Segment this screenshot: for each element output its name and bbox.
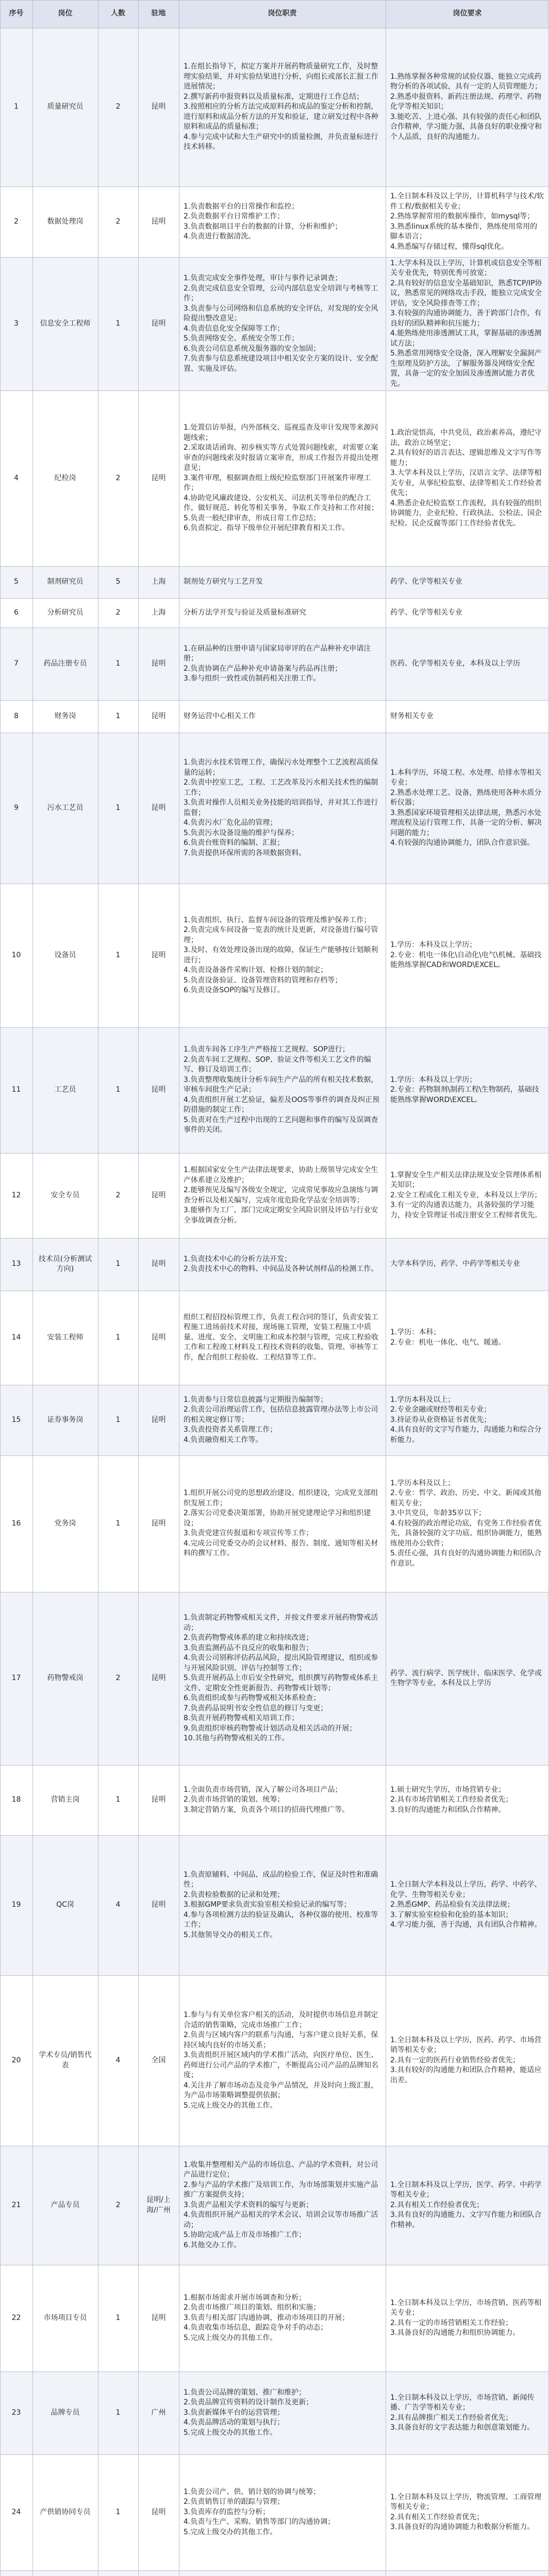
row-7-no: 7: [0, 628, 32, 700]
row-20-requirements-text: 1.全日制本科及以上学历，医药、药学、市场营销等相关专业； 2.具有一定的医药行业销售经验者优先； 3.具有较好的沟通能力和团队合作精神，能适应出差。: [390, 2036, 542, 2084]
row-10-post: 设备员: [32, 884, 98, 1027]
row-13-count: 1: [98, 1238, 138, 1291]
row-21-location: 昆明/上海/广州: [138, 2146, 179, 2265]
row-9-count: 1: [98, 733, 138, 884]
row-24-duties-text: 1.负责公司产、供、销计划的协调与统筹； 2.负责销售订单的跟踪与管理； 3.负责库存的监控与分析； 4.负责与生产、采购、销售等部门的沟通协调； 5.完成上级交办的其他工作。: [184, 2487, 335, 2536]
row-16-location: 昆明: [138, 1455, 179, 1592]
row-23-count: 1: [98, 2371, 138, 2454]
row-5-post: 制剂研究员: [32, 566, 98, 598]
row-20-post: 学术专员/销售代表: [32, 1975, 98, 2146]
header-location: 驻地: [138, 0, 179, 28]
row-3-location: 昆明: [138, 257, 179, 391]
row-2-post: 数据处理岗: [32, 187, 98, 257]
row-12-requirements-text: 1.掌握安全生产相关法律法规及安全管理体系相关知识； 2.安全工程或化工相关专业，本科及以上学历； 3.有一定的沟通表达能力，具备较强的学习能力，持安全管理证书或注册安全工程师者优先。: [390, 1171, 542, 1219]
row-12-count: 2: [98, 1153, 138, 1238]
row-8-duties-text: 财务运营中心相关工作: [184, 711, 256, 720]
header-post: 岗位: [32, 0, 98, 28]
row-6-post: 分析研究员: [32, 598, 98, 628]
row-16-no: 16: [0, 1455, 32, 1592]
row-16-post: 党务岗: [32, 1455, 98, 1592]
row-5-location: 上海: [138, 566, 179, 598]
row-19-post: QC岗: [32, 1835, 98, 1975]
row-7-requirements-text: 医药、化学等相关专业，本科及以上学历: [390, 659, 520, 668]
row-15-count: 1: [98, 1385, 138, 1455]
row-7-location: 昆明: [138, 628, 179, 700]
row-4-location: 昆明: [138, 391, 179, 566]
row-8-location: 昆明: [138, 700, 179, 733]
row-9-post: 污水工艺员: [32, 733, 98, 884]
row-16-duties-text: 1.组织开展公司党的思想政治建设、组织建设，完成党支部组织发展工作； 2.落实公司党委决策部署，协助开展党建理论学习和组织建设； 3.负责党建宣传报道和专项宣传等工作； 4.完成公司党委交办的会议材料、报告、制度、通知等相关材料的撰写工作。: [184, 1489, 378, 1558]
row-4-duties-text: 1.处置信访举报，内外部核交、巡视巡查及审计发现等来源问题线索； 2.采取谈话函询、初步核实等方式处置问题线索，对需要立案审查的问题线索及时报请立案审查，形成工作报告并提出处理意见； 3.案件审理，根据调查组上级纪检监察部门开展案件审理工作； 4.协助党风廉政建设、公安机关、司法机关等单位的配合工作，做好规范、转化等相关事务，争取工作支持和工作对接； 5.负责一般纪律审查，形成日常工作总结； 6.负责拟定、指导下级单位开展纪律教育相关工作。: [184, 423, 378, 533]
row-20-no: 20: [0, 1975, 32, 2146]
row-19-count: 4: [98, 1835, 138, 1975]
row-10-location: 昆明: [138, 884, 179, 1027]
row-18-count: 1: [98, 1765, 138, 1835]
row-24-requirements-text: 1.全日制本科及以上学历，物流管理、工商管理等相关专业； 2.具有相关工作经验者优先； 3.具备良好的沟通协调能力和数据分析能力。: [390, 2493, 542, 2531]
row-6-location: 上海: [138, 598, 179, 628]
row-24-post: 产供销协同专员: [32, 2454, 98, 2570]
row-1-requirements-text: 1.熟练掌握各种常规的试验仪器、能独立完成药物分析的各项试验，具有一定的人员管理能力； 2.熟悉申报资料、新药注册法规、药理学、药物化学等相关知识； 3.能吃苦、上进心强、具有较强的责任心和团队合作精神，学习能力强，具备良好的职业操守和个人品质，良好的沟通能力。: [390, 72, 542, 141]
row-21-duties-text: 1.收集并整理相关产品的市场信息、产品的学术资料，对公司产品进行定位； 2.参与产品的学术推广及培训工作，为市场部策划并实施产品推广方案提供支持； 3.负责产品相关学术资料的编写与更新； 4.负责组织开展产品相关的学术会议、培训会议等市场推广活动； 5.协助完成产品上市及市场推广工作； 6.其他交办工作。: [184, 2160, 378, 2249]
row-8-no: 8: [0, 700, 32, 733]
row-17-post: 药物警戒岗: [32, 1592, 98, 1765]
row-5-requirements-text: 药学、化学等相关专业: [390, 578, 462, 586]
header-duties: 岗位职责: [179, 0, 386, 28]
row-18-no: 18: [0, 1765, 32, 1835]
row-16-count: 1: [98, 1455, 138, 1592]
row-11-count: 1: [98, 1027, 138, 1153]
row-1-no: 1: [0, 28, 32, 187]
row-23-duties-text: 1.负责公司品牌的策划、推广和维护； 2.负责品牌宣传资料的设计制作及更新； 3.负责新媒体平台的运营管理； 4.负责品牌活动的策划与执行； 5.完成上级交办的其他工作。: [184, 2388, 313, 2437]
row-22-post: 市场项目专员: [32, 2265, 98, 2371]
row-9-requirements-text: 1.本科学历，环境工程、水处理、给排水等相关专业； 2.熟悉水处理工艺、设备，熟练使用各种水质分析仪器； 3.熟悉国家环境管理相关法律法规，熟悉污水处理流程及运行管理工作，具备一定的分析、解决问题的能力； 4.有较强的沟通协调能力，团队合作意识强。: [390, 768, 542, 847]
row-20-count: 4: [98, 1975, 138, 2146]
header-count: 人数: [98, 0, 138, 28]
row-13-duties-text: 1.负责技术中心的分析方法开发； 2.负责技术中心的物料、中间品及各种试剂样品的检测工作。: [184, 1255, 378, 1273]
row-7-duties-text: 1.在研品种的注册申请与国家局审评的在产品种补充申请注册； 2.负责协调在产品种补充申请备案与药品再注册； 3.参与组织一致性或仿制药相关注册工作。: [184, 644, 371, 683]
row-21-post: 产品专员: [32, 2146, 98, 2265]
row-8-count: 1: [98, 700, 138, 733]
row-13-no: 13: [0, 1238, 32, 1291]
row-4-no: 4: [0, 391, 32, 566]
row-18-requirements-text: 1.硕士研究生学历，市场营销专业； 2.具有市场营销相关工作经验者优先； 3.良好的沟通能力和团队合作精神。: [390, 1785, 513, 1814]
row-10-count: 1: [98, 884, 138, 1027]
row-19-requirements-text: 1.全日制大学本科及以上学历，药学、中药学、化学、生物等相关专业； 2.熟悉GMP、药品检验有关法律法规； 3.了解实验室检验和化验的基本知识； 4.学习能力强，善于沟通，具有团队合作精神。: [390, 1880, 542, 1929]
row-17-duties-text: 1.负责制定药物警戒相关文件，并按文件要求开展药物警戒活动； 2.负责药物警戒体系的建立和持续改进； 3.负责监测药品不良反应的收集和报告； 4.负责公司别称评估药品风险，提出风险管理建议，组织或参与开展风险识别、评估与控制等工作； 5.负责开展药品上市后安全性研究，组织撰写药物警戒体系主文件、定期安全性更新报告、药物警戒计划等； 6.负责组织或参与药物警戒相关体系检查； 7.负责药品说明书安全性信息的修订与变更； 8.负责开展药物警戒相关培训工作； 9.负责组织审核药物警戒计划活动及相关活动的开展； 10.其他与药物警戒相关的工作。: [184, 1614, 378, 1743]
row-9-duties-text: 1.负责污水技术管理工作，确保污水处理整个工艺流程高质保量的运转； 2.负责中控室工艺，工程、工艺改革及污水相关技术性的编制工作； 3.负责对操作人员相关业务技能的培训指导，并对其工作进行监督； 4.负责污水厂危化品的管理； 5.负责污水设备设施的维护与保养； 6.负责台账资料的编制、汇报； 7.负责提供环保所需的各项数据资料。: [184, 758, 378, 857]
row-6-duties-text: 分析方法学开发与验证及质量标准研究: [184, 608, 306, 617]
row-21-no: 21: [0, 2146, 32, 2265]
row-13-post: 技术员(分析测试方向): [32, 1238, 98, 1291]
row-18-duties-text: 1.全面负责市场营销，深入了解公司各项目产品； 2.负责市场营销的策划、统筹； 3.制定营销方案，负责各个项目的招商代理推广等。: [184, 1785, 350, 1814]
row-21-requirements-text: 1.全日制本科及以上学历，医学、药学、中药学等相关专业； 2.具有相关工作经验者优先； 3.具有良好的沟通能力、文字写作能力和团队合作精神。: [390, 2180, 542, 2229]
row-20-duties-text: 1.参与与有关单位客户相关的活动，及时提供市场信息并制定合适的销售策略，完成市场推广工作； 2.负责与区域内客户的联系与沟通，与客户建立良好关系，保持区域内良好的市场关系； 3.负责组织开展区域内的学术推广活动，向医疗单位、医生、药师进行公司产品的学术推广，不断提高公司产品的品牌知名度； 4.关注并了解市场动态及竞争产品情况，并及时向上级汇报，为产品市场策略调整提供依据； 5.完成上级交办的其他工作。: [184, 2011, 378, 2110]
row-23-location: 广州: [138, 2371, 179, 2454]
row-19-duties-text: 1.负责原辅料、中间品、成品的检验工作，保证及时性和准确性； 2.负责检验数据的记录和处理； 3.根据GMP要求负责实验室相关检验记录的编写等； 4.参与各项检测方法的验证及确认，各种仪器的使用、校准等工作； 5.其他领导交办的相关工作。: [184, 1870, 378, 1939]
row-15-requirements-text: 1.学历本科及以上； 2.专业金融或财经等相关专业； 3.持证券从业资格证书者优先； 4.具有良好的文字写作能力，沟通能力和综合分析能力。: [390, 1395, 542, 1444]
row-9-location: 昆明: [138, 733, 179, 884]
row-18-post: 营销主岗: [32, 1765, 98, 1835]
row-24-count: 1: [98, 2454, 138, 2570]
row-14-post: 安装工程师: [32, 1291, 98, 1385]
header-requirements: 岗位要求: [386, 0, 549, 28]
row-14-count: 1: [98, 1291, 138, 1385]
row-1-post: 质量研究员: [32, 28, 98, 187]
row-11-no: 11: [0, 1027, 32, 1153]
row-3-post: 信息安全工程师: [32, 257, 98, 391]
row-11-duties-text: 1.负责车间各工序生产严格按工艺规程、SOP进行； 2.负责车间工艺规程、SOP、验证文件等相关工艺文件的编写、修订及培训工作； 3.负责整理收集统计分析车间生产产品的所有相关技术数据，审核车间批生产记录； 4.负责组织开展工艺验证，偏差及OOS等事件的调查及纠正预防措施的制定工作； 5.负责对在生产过程中出现的工艺问题和事件的编写及误调查事件的关闭。: [184, 1045, 380, 1134]
row-23-requirements-text: 1.全日制本科及以上学历，市场营销、新闻传播、广告学等相关专业； 2.具有品牌推广相关工作经验者优先； 3.具备良好的文字表达能力和创意策划能力。: [390, 2393, 535, 2432]
row-12-duties-text: 1.根据国家安全生产法律法规要求，协助上级领导完成安全生产体系建立及维护； 2.能够预见及编写各级安全规定，完成常见事故应急演练与调查分析以及相关编写，完成年度危险化学品安全培训等； 3.能够作为工厂、部门完成定期安全风险识别及评估与行业安全事故调查分析。: [184, 1166, 378, 1225]
row-8-post: 财务岗: [32, 700, 98, 733]
row-12-location: 昆明: [138, 1153, 179, 1238]
row-2-count: 2: [98, 187, 138, 257]
row-6-requirements-text: 药学、化学等相关专业: [390, 608, 462, 617]
row-2-requirements-text: 1.全日制本科及以上学历，计算机科学与技术/软件工程/数据相关专业； 2.熟练掌握常用的数据库操作，如mysql等； 3.熟悉linux系统的基本操作，熟练使用常用的脚本语言； 4.熟悉编写存储过程，懂得sql优化。: [390, 192, 544, 251]
row-23-no: 23: [0, 2371, 32, 2454]
row-8-requirements-text: 财务相关专业: [390, 711, 434, 720]
row-11-location: 昆明: [138, 1027, 179, 1153]
row-22-requirements-text: 1.全日制本科及以上学历，市场营销、医药等相关专业； 2.具有一定的市场营销相关工作经验； 3.具备良好的沟通能力和组织协调能力。: [390, 2298, 542, 2337]
row-1-count: 2: [98, 28, 138, 187]
row-18-location: 昆明: [138, 1765, 179, 1835]
row-9-no: 9: [0, 733, 32, 884]
row-10-no: 10: [0, 884, 32, 1027]
row-16-requirements-text: 1.学历本科及以上； 2.专业：哲学、政治、历史、中文、新闻或其他相关专业； 3.中共党员，年龄35岁以下； 4.有较强的政治理论功底，有党务工作经验者优先，具备较强的文字功底、组织协调能力，能熟练使用办公软件； 5.责任心强，具有良好的沟通协调能力和团队合作意识。: [390, 1479, 542, 1568]
row-12-post: 安全专员: [32, 1153, 98, 1238]
row-2-no: 2: [0, 187, 32, 257]
row-22-count: 1: [98, 2265, 138, 2371]
row-14-duties-text: 组织工程招投标管理工作，负责工程合同的签订，负责安装工程施工进场前技术对接，现场施工管理，安装工程施工中质量、进度、安全、文明施工和成本控制与管理，完成工程验收工作和工程竣工材料及工程技术资料的收集、管理、审核等工作，配合组织工程验收、工程结算等工作。: [184, 1313, 378, 1362]
row-15-location: 昆明: [138, 1385, 179, 1455]
row-23-post: 品牌专员: [32, 2371, 98, 2454]
row-20-location: 全国: [138, 1975, 179, 2146]
row-7-count: 1: [98, 628, 138, 700]
row-17-no: 17: [0, 1592, 32, 1765]
row-19-location: 昆明: [138, 1835, 179, 1975]
row-6-no: 6: [0, 598, 32, 628]
row-22-location: 昆明: [138, 2265, 179, 2371]
row-5-duties-text: 制剂处方研究与工艺开发: [184, 578, 263, 586]
row-6-count: 2: [98, 598, 138, 628]
row-14-requirements-text: 1.学历：本科； 2.专业：机电一体化、电气、暖通。: [390, 1328, 506, 1347]
row-3-duties-text: 1.负责完成安全事件处理，审计与事件记录调查； 2.负责完成信息安全管理，公司内部信息安全培训与考核等工作； 3.负责参与公司网络和信息系统的安全评估，对发现的安全风险提出整改意见； 4.负责信息化安全保障等工作； 5.负责网络安全、系统安全等工作； 6.负责公司信息系统及服务器的安全加固； 7.负责参与信息系统建设项目中相关安全方案的设计、安全配置、实施及评估。: [184, 274, 378, 373]
row-13-requirements-text: 大学本科学历，药学、中药学等相关专业: [390, 1260, 520, 1268]
row-3-requirements-text: 1.大学本科及以上学历，计算机或信息安全等相关专业优先，特别优秀可放宽； 2.具有较好的信息安全基础知识，熟悉TCP/IP协议，熟悉常见的网络攻击手段，能独立完成安全评估，安全风险排查等工作； 3.有较强的沟通协调能力，善于跨部门合作，有良好的团队精神和抗压能力； 4.能熟练使用渗透测试工具，掌握基础的渗透测试方法； 5.熟悉常用网络安全设备，深入理解安全漏洞产生原理及防护方法，了解服务器及网络安全配置，具备一定的安全加固及渗透测试能力者优先。: [390, 259, 542, 388]
row-7-post: 药品注册专员: [32, 628, 98, 700]
row-4-post: 纪检岗: [32, 391, 98, 566]
row-15-duties-text: 1.负责参与日常信息披露与定期报告编制等； 2.负责公司治理运营工作，包括信息披露管理办法等上市公司的相关规定修订等； 3.负责投资者关系管理工作； 4.负责融资相关工作等。: [184, 1395, 378, 1444]
row-4-requirements-text: 1.政治觉悟高，中共党员，政治素养高，遵纪守法，政治立场坚定； 2.具有较好的语言表达、逻辑思维及文字写作等能力； 3.大学本科及以上学历，汉语言文学、法律等相关专业，从事纪检监察、法律等相关工作经验者优先； 4.熟悉企业纪检监察工作流程，具有较强的组织协调能力，企业纪检、行政执法、公检法、国企纪检、民企反腐等部门工作经验者优先。: [390, 429, 542, 528]
row-15-no: 15: [0, 1385, 32, 1455]
row-10-requirements-text: 1.学历：本科及以上学历； 2.专业：机电一体化\自动化\电气\机械、基础技能熟练掌握CAD和WORD\EXCEL。: [390, 941, 542, 970]
row-14-no: 14: [0, 1291, 32, 1385]
row-17-requirements-text: 药学、流行病学、医学统计、临床医学、化学或生物学等专业，本科及以上学历: [390, 1669, 542, 1687]
row-12-no: 12: [0, 1153, 32, 1238]
row-17-count: 2: [98, 1592, 138, 1765]
row-19-no: 19: [0, 1835, 32, 1975]
row-24-no: 24: [0, 2454, 32, 2570]
row-5-no: 5: [0, 566, 32, 598]
row-11-requirements-text: 1.学历：本科及以上学历； 2.专业：药物制剂\制药工程\生物制药，基础技能熟练掌握WORD\EXCEL。: [390, 1075, 539, 1104]
row-3-no: 3: [0, 257, 32, 391]
row-22-no: 22: [0, 2265, 32, 2371]
row-13-location: 昆明: [138, 1238, 179, 1291]
row-1-duties-text: 1.在组长指导下，拟定方案并开展药物质量研究工作，及时整理实验结果，并对实验结果进行分析，向组长或部长汇报工作进展情况； 2.撰写新药申报资料以及质量标准，定期进行工作总结； 3.按照相应的分析方法完成原料药和成品的鉴定分析和控制，进行原料和成品分析方法的开发和验证，建立研发过程中各种原料和成品的质量标准； 4.参与完成中试和大生产研究中的质量检测，并负责量标进行技术转移。: [184, 62, 378, 151]
row-2-location: 昆明: [138, 187, 179, 257]
row-5-count: 5: [98, 566, 138, 598]
row-4-count: 2: [98, 391, 138, 566]
row-22-duties-text: 1.根据市场需求开展市场调查和分析； 2.负责市场推广项目的策划、组织和实施； 3.负责与相关部门沟通协调，推动市场项目的开展； 4.负责收集市场信息，跟踪竞争对手的动态； 5.完成上级交办的其他工作。: [184, 2293, 350, 2342]
row-17-location: 昆明: [138, 1592, 179, 1765]
row-11-post: 工艺员: [32, 1027, 98, 1153]
row-14-location: 昆明: [138, 1291, 179, 1385]
row-3-count: 1: [98, 257, 138, 391]
row-10-duties-text: 1.负责组织、执行、监督车间设备的管理及维护保养工作； 2.负责完成车间设备一览表的统计及更新，对设备进行编号管理； 3.及时、有效处理设备出现的故障，保证生产能够按计划顺利进行； 4.负责设备备件采购计划、检修计划的制定； 5.负责设备验证、设备管理资料的管理和存档等； 6.负责设备SOP的编写及修订。: [184, 916, 378, 994]
row-1-location: 昆明: [138, 28, 179, 187]
row-21-count: 2: [98, 2146, 138, 2265]
row-24-location: 昆明: [138, 2454, 179, 2570]
header-no: 序号: [0, 0, 32, 28]
row-15-post: 证券事务岗: [32, 1385, 98, 1455]
row-2-duties-text: 1.负责数据平台的日常操作和监控； 2.负责数据平台日常维护工作； 3.负责数据项目平台的数据的计算，分析和维护； 4.负责进行数据清洗。: [184, 202, 342, 241]
